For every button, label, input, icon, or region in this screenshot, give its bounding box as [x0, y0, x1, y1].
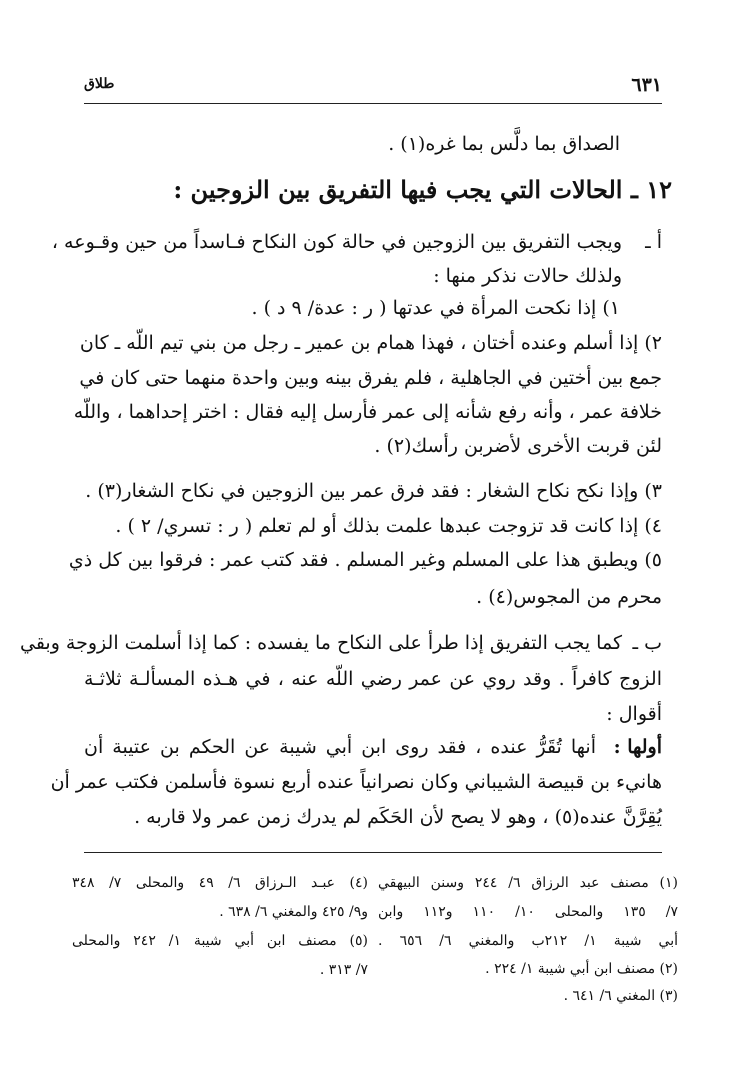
first-opinion-line-1: أنها تُقَرُّ عنده ، فقد روى ابن أبي شيبة عن الحكم بن عتيبة أن — [84, 736, 596, 758]
marker-b: ب ـ — [632, 632, 662, 654]
header-rule — [84, 103, 662, 104]
page-number: ٦٣١ — [631, 74, 662, 96]
footnote-4-line-2: و٩/ ٤٢٥ والمغني ٦/ ٦٣٨ . — [219, 904, 368, 920]
footnotes-right-column — [378, 873, 678, 1006]
first-opinion-line-2: هانيء بن قبيصة الشيباني وكان نصرانياً عنده أربع نسوة فأسلمن فكتب عمر أن — [50, 771, 662, 793]
marker-a: أ ـ — [645, 231, 662, 253]
item-2-line-2: جمع بين أختين في الجاهلية ، فلم يفرق بينه وبين واحدة منهما حتى كان في — [79, 367, 662, 389]
footnotes-left-column — [72, 873, 368, 980]
item-5-line-2: محرم من المجوس(٤) . — [476, 586, 662, 608]
item-1: ١) إذا نكحت المرأة في عدتها ( ر : عدة/ ٩ د ) . — [251, 297, 620, 319]
footnote-1-line-3: أبي شيبة ١/ ٢١٢ب والمغني ٦/ ٦٥٦ . — [378, 933, 679, 949]
intro-line: الصداق بما دلَّس بما غره(١) . — [388, 133, 620, 155]
footnote-4-line-1: (٤) عبـد الـرزاق ٦/ ٤٩ والمحلى ٧/ ٣٤٨ — [72, 875, 368, 891]
footnote-2: (٢) مصنف ابن أبي شيبة ١/ ٢٢٤ . — [485, 961, 678, 977]
item-2-line-4: لئن قربت الأخرى لأضربن رأسك(٢) . — [374, 435, 662, 457]
item-5-line-1: ٥) ويطبق هذا على المسلم وغير المسلم . فقد كتب عمر : فرقوا بين كل ذي — [68, 549, 662, 571]
b-line-1: كما يجب التفريق إذا طرأ على النكاح ما يفسده : كما إذا أسلمت الزوجة وبقي — [19, 632, 622, 654]
running-title: طلاق — [84, 76, 115, 92]
footnote-1-line-2: ٧/ ١٣٥ والمحلى ١٠/ ١١٠ و١١٢ وابن — [378, 904, 679, 920]
section-heading: ١٢ ـ الحالات التي يجب فيها التفريق بين الزوجين : — [173, 175, 672, 204]
first-opinion-label: أولها : — [613, 736, 662, 758]
footnote-separator — [84, 852, 662, 853]
item-4: ٤) إذا كانت قد تزوجت عبدها علمت بذلك أو لم تعلم ( ر : تسري/ ٢ ) . — [115, 515, 662, 537]
item-3: ٣) وإذا نكح نكاح الشغار : فقد فرق عمر بين الزوجين في نكاح الشغار(٣) . — [85, 480, 662, 502]
first-opinion-line-3: يُقِرَّنَّ عنده(٥) ، وهو لا يصح لأن الحَكَم لم يدرك زمن عمر ولا قاربه . — [134, 806, 662, 828]
footnote-5-line-1: (٥) مصنف ابن أبي شيبة ١/ ٢٤٢ والمحلى — [72, 933, 369, 949]
b-line-2: الزوج كافراً . وقد روي عن عمر رضي اللّه عنه ، في هـذه المسألـة ثلاثـة — [84, 668, 662, 690]
item-2-line-1: ٢) إذا أسلم وعنده أختان ، فهذا همام بن عمير ـ رجل من بني تيم اللّه ـ كان — [79, 332, 662, 354]
footnote-3: (٣) المغني ٦/ ٦٤١ . — [563, 988, 678, 1004]
page-header — [84, 74, 662, 100]
footnote-5-line-2: ٧/ ٣١٣ . — [319, 962, 368, 978]
b-line-3: أقوال : — [606, 703, 662, 725]
footnote-1-line-1: (١) مصنف عبد الرزاق ٦/ ٢٤٤ وسنن البيهقي — [378, 875, 678, 891]
a-line-1: ويجب التفريق بين الزوجين في حالة كون النكاح فـاسداً من حين وقـوعه ، — [51, 231, 622, 253]
item-2-line-3: خلافة عمر ، وأنه رفع شأنه إلى عمر فأرسل إليه فقال : اختر إحداهما ، واللّه — [73, 401, 662, 423]
a-line-2: ولذلك حالات نذكر منها : — [433, 265, 622, 287]
